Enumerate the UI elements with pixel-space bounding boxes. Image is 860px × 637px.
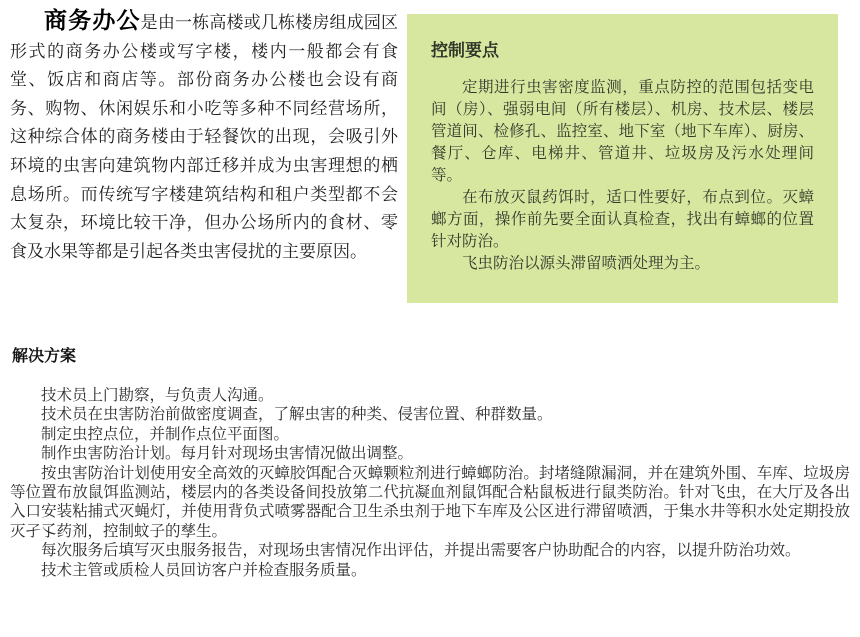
control-points-paragraph: 在布放灭鼠药饵时，适口性要好，布点到位。灭蟑螂方面，操作前先要全面认真检查，找出有蟑螂的位置针对防治。 [431, 189, 814, 250]
control-points-box [407, 14, 838, 303]
solution-step: 技术员在虫害防治前做密度调查，了解虫害的种类、侵害位置、种群数量。 [41, 406, 553, 424]
control-points-title: 控制要点 [431, 41, 499, 60]
intro-title: 商务办公 [44, 7, 141, 33]
solution-step: 制作虫害防治计划。每月针对现场虫害情况做出调整。 [41, 445, 414, 463]
intro-body-text: 是由一栋高楼或几栋楼房组成园区形式的商务办公楼或写字楼，楼内一般都会有食堂、饭店和商店等。部份商务办公楼也会设有商务、购物、休闲娱乐和小吃等多种不同经营场所，这种综合体的商务楼由于轻餐饮的出现，会吸引外环境的虫害向建筑物内部迁移并成为虫害理想的栖息场所。而传统写字楼建筑结构和租户类型都不会太复杂，环境比较干净，但办公场所内的食材、零食及水果等都是引起各类虫害侵扰的主要原因。 [10, 13, 399, 261]
control-points-paragraph: 飞虫防治以源头滞留喷洒处理为主。 [462, 255, 711, 272]
control-points-paragraph: 定期进行虫害密度监测，重点防控的范围包括变电间（房）、强弱电间（所有楼层）、机房、技术层、楼层管道间、检修孔、监控室、地下室（地下车库）、厨房、餐厅、仓库、电梯井、管道井、垃圾房及污水处理间等。 [431, 79, 814, 184]
intro-paragraph [10, 6, 398, 266]
solution-section [10, 386, 850, 580]
solution-step: 每次服务后填写灭虫服务报告，对现场虫害情况作出评估，并提出需要客户协助配合的内容，以提升防治功效。 [41, 542, 801, 560]
solution-step: 按虫害防治计划使用安全高效的灭蟑胶饵配合灭蟑颗粒剂进行蟑螂防治。封堵缝隙漏洞，并在建筑外围、车库、垃圾房等位置布放鼠饵监测站，楼层内的各类设备间投放第二代抗凝血剂鼠饵配合粘鼠板进行鼠类防治。针对飞虫，在大厅及各出入口安装粘捕式灭蝇灯，并使用背负式喷雾器配合卫生杀虫剂于地下车库及公区进行滞留喷洒，于集水井等积水处定期投放灭孑孓药剂，控制蚊子的孳生。 [10, 464, 850, 540]
solution-step: 技术员上门勘察，与负责人沟通。 [41, 387, 274, 404]
solution-step: 制定虫控点位，并制作点位平面图。 [41, 425, 290, 443]
solution-title: 解决方案 [12, 348, 77, 365]
solution-step: 技术主管或质检人员回访客户并检查服务质量。 [41, 561, 367, 579]
